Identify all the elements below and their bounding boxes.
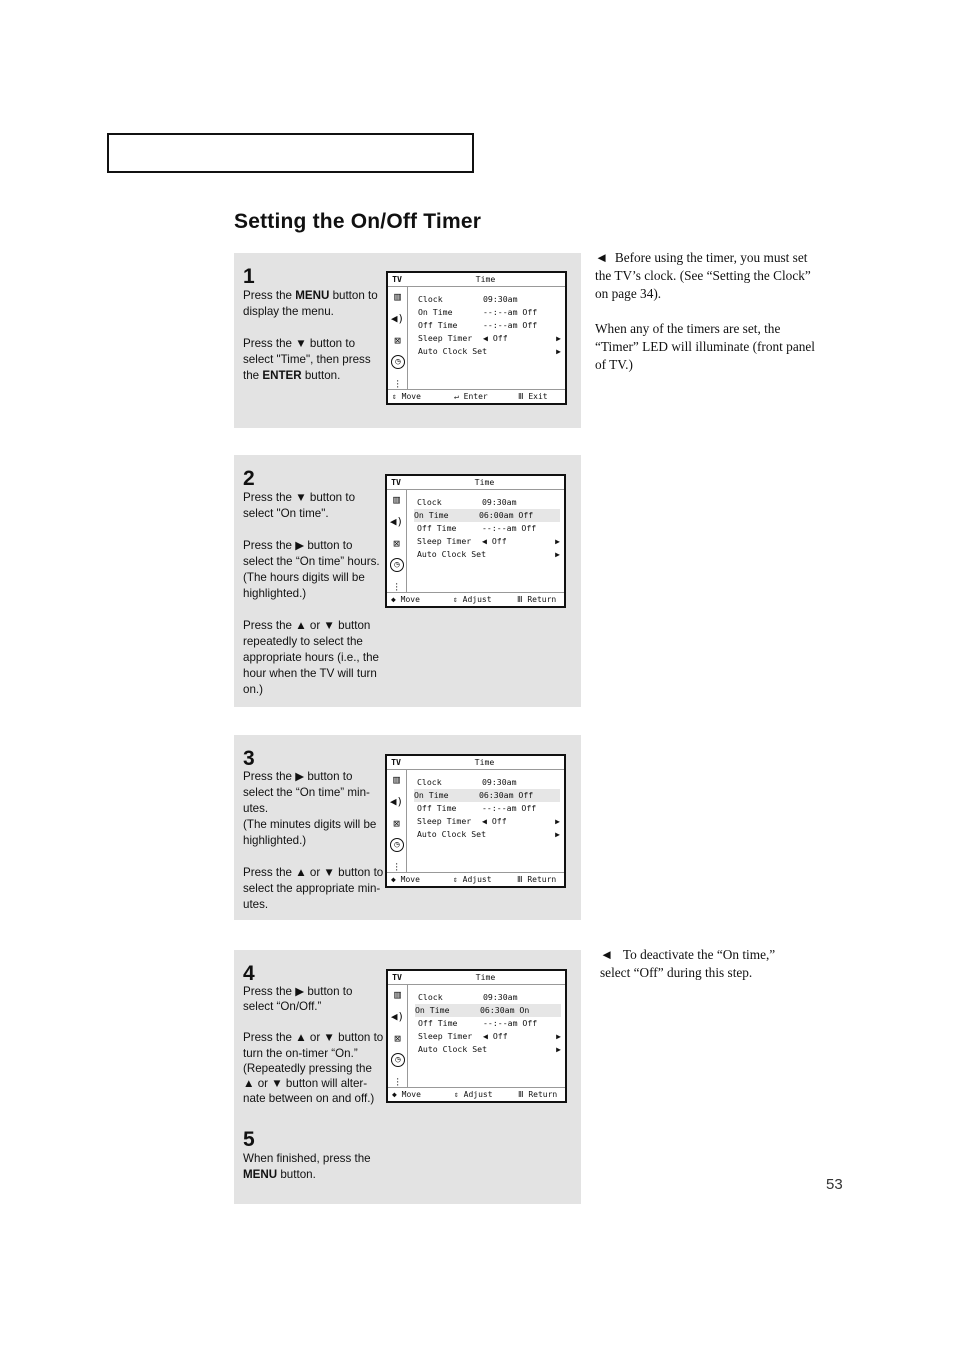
right-arrow-icon: ▶ [555,830,560,839]
instruction-paragraph: Press the ▶ button to select the “On time” min-utes. (The minutes digits will be highlighted.) [243,770,377,847]
tv-menu-screen [386,969,567,1103]
screen-title: Time [475,274,496,284]
side-note-deactivate [600,946,805,999]
sound-icon: ◀) [389,795,404,808]
note-text: When any of the timers are set, the “Timer” LED will illuminate (front panel of TV.) [595,321,815,372]
footer-hint: Ⅲ Return [517,595,557,604]
step-instructions [243,769,385,913]
clock-icon: ◷ [390,838,404,852]
instruction-paragraph: Press the MENU button to display the menu. [243,289,378,318]
button-name: MENU [243,1168,278,1181]
menu-row [417,828,560,841]
screen-title: Time [474,757,495,767]
footer-hint: ◆ Move [392,1090,421,1099]
step-number: 4 [243,962,255,985]
step-instructions [243,288,383,384]
menu-row-value: 09:30am [483,992,518,1002]
right-arrow-icon: ▶ [556,1032,561,1041]
step-instructions [243,490,385,698]
button-name: ENTER [262,369,302,382]
setup-icon: ⫶ [396,1076,399,1089]
screen-footer [388,389,565,403]
menu-row-label: Clock [417,777,442,787]
page-title: Setting the On/Off Timer [234,210,482,233]
menu-row-label: Off Time [417,803,457,813]
menu-row [417,776,560,789]
menu-row-value: --:--am Off [483,307,538,317]
instruction-paragraph: Press the ▲ or ▼ button to turn the on-timer “On.” (Repeatedly pressing the ▲ or ▼ button will alter-nate between on and off.) [243,1031,384,1106]
step-instructions [243,1151,393,1183]
step-panel-2 [234,455,581,707]
menu-row [418,1043,561,1056]
menu-row-value: 09:30am [482,777,517,787]
menu-row [417,548,560,561]
menu-row [418,332,561,345]
menu-row-value: ◀ Off [483,333,508,343]
menu-row-label: Auto Clock Set [417,549,487,559]
screen-icon-column [388,984,408,1087]
menu-row-value: --:--am Off [483,1018,538,1028]
screen-icon-column [387,489,407,592]
menu-row [418,1030,561,1043]
right-arrow-icon: ▶ [556,347,561,356]
menu-row [417,802,560,815]
screen-title: Time [474,477,495,487]
footer-hint: ◆ Move [391,875,420,884]
note-arrow-icon: ◄ [595,250,609,265]
menu-row [418,1017,561,1030]
menu-row-label: Sleep Timer [418,1031,473,1041]
sound-icon: ◀) [389,515,404,528]
screen-tv-label: TV [392,972,402,982]
menu-row-label: On Time [418,307,453,317]
menu-row-label: Sleep Timer [417,816,472,826]
footer-hint: Ⅲ Return [518,1090,558,1099]
screen-title: Time [475,972,496,982]
setup-icon: ⫶ [395,581,398,594]
instruction-paragraph: Press the ▼ button to select "Time", then press the ENTER button. [243,337,371,382]
menu-row-value: --:--am Off [482,523,537,533]
channel-icon: ⊠ [394,1032,401,1045]
screen-tv-label: TV [391,477,401,487]
screen-divider [388,984,565,985]
side-note-clock [595,249,823,391]
step-number: 3 [243,747,255,770]
channel-icon: ⊠ [393,817,400,830]
menu-row-label: Auto Clock Set [417,829,487,839]
screen-footer [388,1087,565,1101]
screen-icon-column [388,286,408,389]
menu-row-value: 06:30am On [480,1005,530,1015]
menu-row-value: ◀ Off [482,816,507,826]
menu-row-value: --:--am Off [482,803,537,813]
menu-row [418,319,561,332]
footer-hint: Ⅲ Return [517,875,557,884]
menu-row-value: --:--am Off [483,320,538,330]
screen-menu-rows [415,991,561,1056]
instruction-paragraph: Press the ▲ or ▼ button repeatedly to select the appropriate hours (i.e., the hour when the TV will turn on.) [243,619,379,696]
step-panel-4 [234,950,581,1204]
sound-icon: ◀) [390,1010,405,1023]
picture-icon: ▥ [393,773,400,786]
tv-menu-screen [385,754,566,888]
menu-row-label: On Time [414,790,449,800]
menu-row-label: Clock [418,992,443,1002]
right-arrow-icon: ▶ [555,537,560,546]
channel-icon: ⊠ [394,334,401,347]
step-panel-1 [234,253,581,428]
picture-icon: ▥ [394,988,401,1001]
footer-hint: ↵ Enter [454,392,488,401]
screen-divider [387,489,564,490]
menu-row [414,509,560,522]
menu-row-label: Clock [418,294,443,304]
menu-row-label: Off Time [418,1018,458,1028]
screen-footer [387,592,564,606]
picture-icon: ▥ [393,493,400,506]
screen-icon-column [387,769,407,872]
screen-menu-rows [418,293,561,358]
menu-row [415,1004,561,1017]
menu-row-label: On Time [415,1005,450,1015]
clock-icon: ◷ [391,355,405,369]
note-text: To deactivate the “On time,” select “Off” during this step. [600,947,776,980]
menu-row-label: Off Time [417,523,457,533]
menu-row [418,345,561,358]
instruction-paragraph: Press the ▶ button to select the “On time” hours. (The hours digits will be highlighted.) [243,539,380,600]
footer-hint: ⇕ Adjust [453,875,492,884]
step-number: 2 [243,467,255,490]
footer-hint: Ⅲ Exit [518,392,548,401]
page-number: 53 [826,1176,843,1193]
menu-row-label: Auto Clock Set [418,1044,488,1054]
right-arrow-icon: ▶ [556,334,561,343]
menu-row-value: ◀ Off [483,1031,508,1041]
screen-menu-rows [414,496,560,561]
menu-row-label: Off Time [418,320,458,330]
footer-hint: ⇕ Adjust [454,1090,493,1099]
instruction-paragraph: Press the ▼ button to select "On time". [243,491,356,520]
note-text: Before using the timer, you must set the TV’s clock. (See “Setting the Clock” on page 34). [595,250,811,301]
sound-icon: ◀) [390,312,405,325]
screen-divider [387,769,564,770]
menu-row-label: Sleep Timer [417,536,472,546]
tv-menu-screen [386,271,567,405]
menu-row-value: ◀ Off [482,536,507,546]
step-number: 5 [243,1128,255,1151]
clock-icon: ◷ [391,1053,405,1067]
menu-row [418,293,561,306]
footer-hint: ⇕ Adjust [453,595,492,604]
screen-tv-label: TV [392,274,402,284]
menu-row [417,815,560,828]
screen-divider [388,286,565,287]
step-instructions [243,984,385,1106]
right-arrow-icon: ▶ [556,1045,561,1054]
menu-row-label: Sleep Timer [418,333,473,343]
step-panel-3 [234,735,581,920]
right-arrow-icon: ▶ [555,817,560,826]
instruction-paragraph: Press the ▶ button to select “On/Off.” [243,985,353,1014]
setup-icon: ⫶ [395,861,398,874]
clock-icon: ◷ [390,558,404,572]
menu-row-value: 09:30am [482,497,517,507]
right-arrow-icon: ▶ [555,550,560,559]
instruction-paragraph: Press the ▲ or ▼ button to select the appropriate min-utes. [243,866,384,911]
menu-row [418,991,561,1004]
footer-hint: ◆ Move [391,595,420,604]
menu-row-label: On Time [414,510,449,520]
setup-icon: ⫶ [396,378,399,391]
tv-menu-screen [385,474,566,608]
menu-row [417,522,560,535]
menu-row [414,789,560,802]
menu-row [417,535,560,548]
screen-menu-rows [414,776,560,841]
menu-row [417,496,560,509]
menu-row-value: 06:30am Off [479,790,534,800]
channel-icon: ⊠ [393,537,400,550]
chapter-header-box [107,133,474,173]
menu-row-value: 09:30am [483,294,518,304]
menu-row-value: 06:00am Off [479,510,534,520]
screen-footer [387,872,564,886]
picture-icon: ▥ [394,290,401,303]
footer-hint: ⇕ Move [392,392,421,401]
instruction-paragraph: When finished, press the MENU button. [243,1152,371,1181]
menu-row-label: Clock [417,497,442,507]
button-name: MENU [295,289,330,302]
note-arrow-icon: ◄ [600,947,614,962]
menu-row [418,306,561,319]
screen-tv-label: TV [391,757,401,767]
step-number: 1 [243,265,255,288]
menu-row-label: Auto Clock Set [418,346,488,356]
